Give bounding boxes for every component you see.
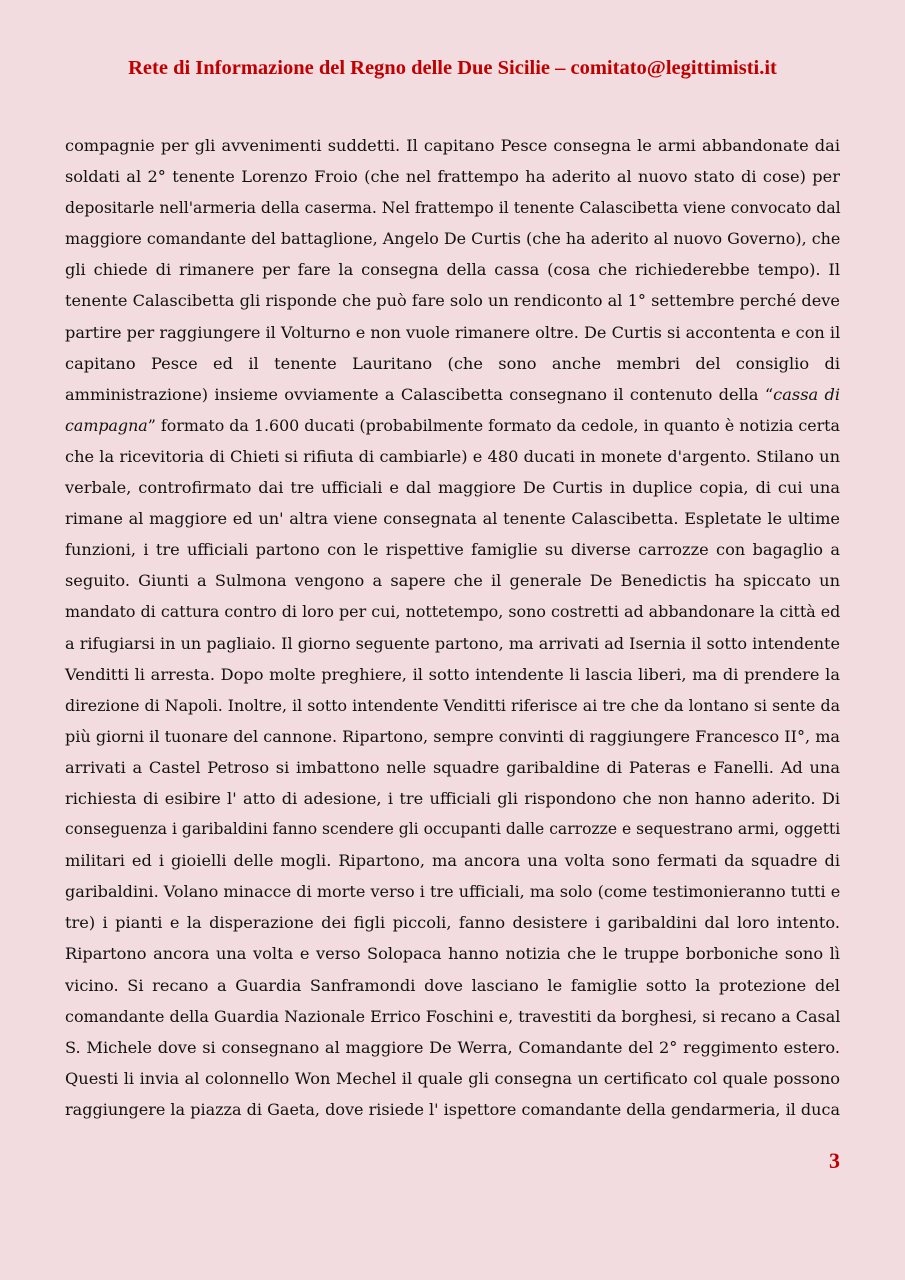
text-line: tenente Calascibetta gli risponde che può fare solo un rendiconto al 1° settembre perché deve (65, 291, 840, 311)
text-line: compagnie per gli avvenimenti suddetti. Il capitano Pesce consegna le armi abbandonate dai (65, 136, 840, 155)
text-line: richiesta di esibire l' atto di adesione, i tre ufficiali gli rispondono che non hanno aderito. Di (65, 788, 840, 808)
text-line: gli chiede di rimanere per fare la consegna della cassa (cosa che richiederebbe tempo). Il (65, 260, 840, 280)
text-line: funzioni, i tre ufficiali partono con le rispettive famiglie su diverse carrozze con bagaglio a (65, 540, 840, 560)
text-line: a rifugiarsi in un pagliaio. Il giorno seguente partono, ma arrivati ad Isernia il sotto intendente (65, 633, 840, 653)
text-line: maggiore comandante del battaglione, Angelo De Curtis (che ha aderito al nuovo Governo), che (65, 229, 841, 249)
text-line: militari ed i gioielli delle mogli. Ripartono, ma ancora una volta sono fermati da squadre di (65, 851, 840, 871)
text-line: seguito. Giunti a Sulmona vengono a sapere che il generale De Benedictis ha spiccato un (65, 571, 840, 591)
text-line: comandante della Guardia Nazionale Errico Foschini e, travestiti da borghesi, si recano a Casal (65, 1006, 841, 1026)
text-line: mandato di cattura contro di loro per cui, nottetempo, sono costretti ad abbandonare la città ed (65, 602, 841, 622)
text-line: più giorni il tuonare del cannone. Ripartono, sempre convinti di raggiungere Francesco II°, ma (65, 726, 840, 746)
text-line: raggiungere la piazza di Gaeta, dove risiede l' ispettore comandante della gendarmeria, il duca (65, 1099, 840, 1119)
text-segment: ” formato da 1.600 ducati (probabilmente formato da cedole, in quanto è notizia certa (147, 415, 840, 435)
text-line: depositarle nell'armeria della caserma. Nel frattempo il tenente Calascibetta viene convocato dal (65, 198, 841, 218)
text-line: Questi li invia al colonnello Won Mechel il quale gli consegna un certificato col quale possono (65, 1068, 840, 1088)
text-line-with-italic (65, 410, 840, 441)
text-line-with-italic (65, 379, 840, 410)
text-segment: amministrazione) insieme ovviamente a Calascibetta consegnano il contenuto della “ (65, 384, 774, 404)
text-line: vicino. Si recano a Guardia Sanframondi dove lasciano le famiglie sotto la protezione del (65, 975, 840, 995)
italic-phrase: cassa di (773, 384, 840, 404)
text-line: partire per raggiungere il Volturno e non vuole rimanere oltre. De Curtis si accontenta e con il (65, 322, 841, 342)
italic-phrase: campagna (65, 415, 148, 435)
text-line: direzione di Napoli. Inoltre, il sotto intendente Venditti riferisce ai tre che da lontano si sente da (65, 695, 840, 715)
text-line: tre) i pianti e la disperazione dei figli piccoli, fanno desistere i garibaldini dal loro intento. (65, 913, 840, 933)
text-line: capitano Pesce ed il tenente Lauritano (che sono anche membri del consiglio di (65, 353, 840, 373)
text-line: conseguenza i garibaldini fanno scendere gli occupanti dalle carrozze e sequestrano armi, oggetti (65, 820, 841, 839)
body-text (65, 130, 840, 1125)
text-line: arrivati a Castel Petroso si imbattono nelle squadre garibaldine di Pateras e Fanelli. Ad una (65, 757, 840, 777)
text-line: rimane al maggiore ed un' altra viene consegnata al tenente Calascibetta. Espletate le ultime (65, 509, 840, 529)
text-line: che la ricevitoria di Chieti si rifiuta di cambiarle) e 480 ducati in monete d'argento. Stilano un (65, 446, 840, 466)
text-line: verbale, controfirmato dai tre ufficiali e dal maggiore De Curtis in duplice copia, di cui una (65, 478, 840, 498)
text-line: soldati al 2° tenente Lorenzo Froio (che nel frattempo ha aderito al nuovo stato di cose) per (65, 167, 840, 187)
text-line: Venditti li arresta. Dopo molte preghiere, il sotto intendente li lascia liberi, ma di prendere la (65, 664, 840, 684)
text-line: garibaldini. Volano minacce di morte verso i tre ufficiali, ma solo (come testimonieranno tutti e (65, 882, 841, 902)
text-line: Ripartono ancora una volta e verso Solopaca hanno notizia che le truppe borboniche sono lì (65, 944, 840, 964)
page-header-title: Rete di Informazione del Regno delle Due Sicilie – comitato@legittimisti.it (128, 57, 777, 79)
text-line: S. Michele dove si consegnano al maggiore De Werra, Comandante del 2° reggimento estero. (65, 1037, 840, 1057)
page-number: 3 (829, 1148, 840, 1173)
